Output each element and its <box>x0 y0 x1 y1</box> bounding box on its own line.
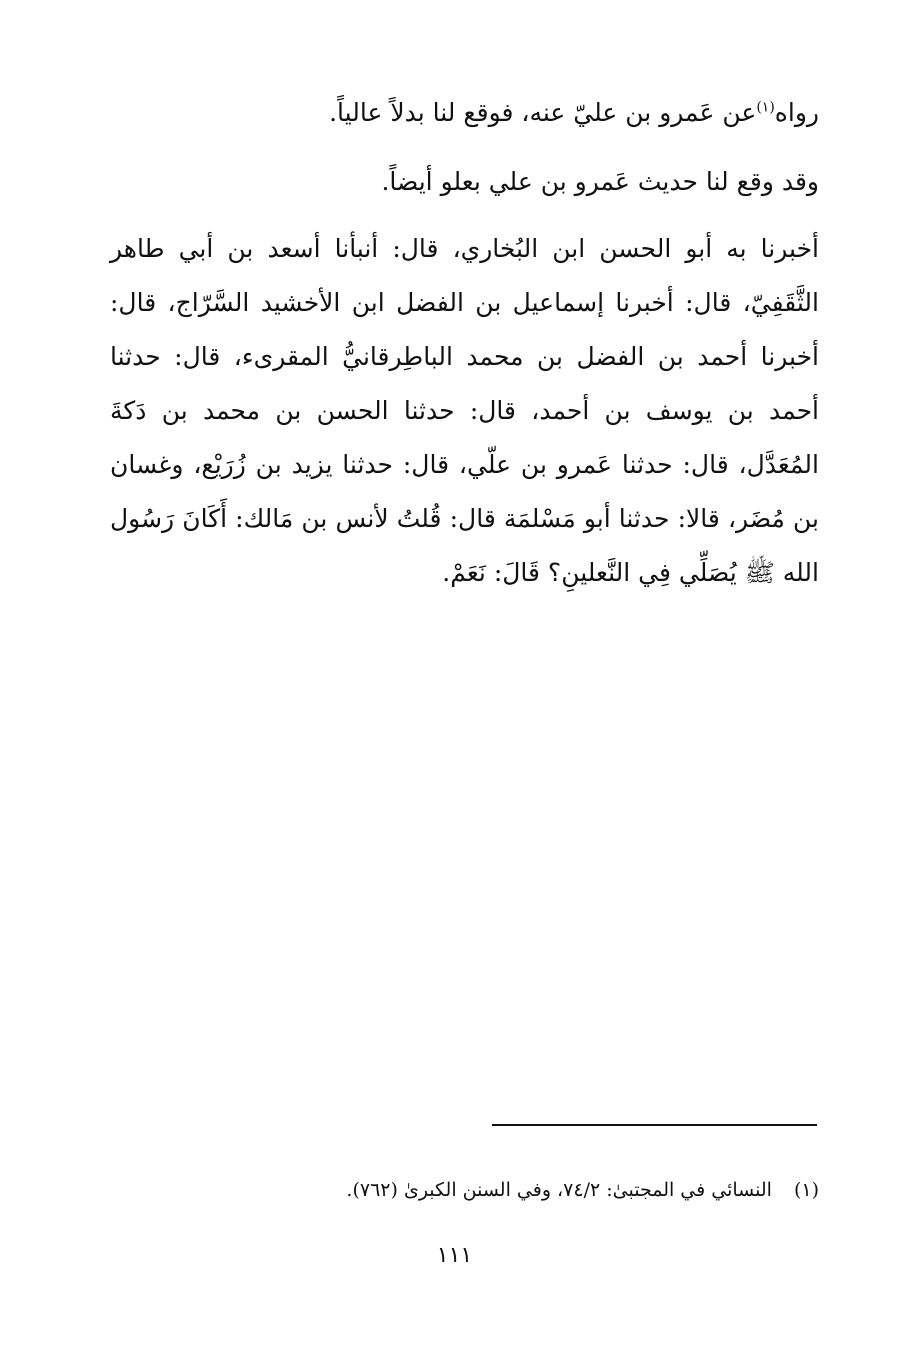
footnote <box>346 1175 819 1205</box>
footnote-reference: (١) <box>756 99 775 116</box>
intro-line-2: وقد وقع لنا حديث عَمرو بن علي بعلو أيضاً. <box>381 167 819 196</box>
footnote-separator <box>492 1124 817 1126</box>
footnote-marker: (١) <box>793 1179 819 1201</box>
intro-line-1-start: رواه <box>774 98 819 127</box>
footnote-text: النسائي في المجتبىٰ: ٧٤/٢، وفي السنن الكبرىٰ (٧٦٢). <box>346 1179 772 1201</box>
intro-line-1-rest: عن عَمرو بن عليّ عنه، فوقع لنا بدلاً عالياً. <box>329 98 757 127</box>
main-paragraph: أخبرنا به أبو الحسن ابن البُخاري، قال: أنبأنا أسعد بن أبي طاهر الثَّقَفِيّ، قال: أخبرنا إسماعيل بن الفضل ابن الأخشيد السَّرّاج، قال: أخبرنا أحمد بن الفضل بن محمد الباطِرقانيُّ المقرىء، قال: حدثنا أحمد بن يوسف بن أحمد، قال: حدثنا الحسن بن محمد بن دَكةَ المُعَدَّل، قال: حدثنا عَمرو بن علّي، قال: حدثنا يزيد بن زُرَيْع، وغسان بن مُضَر، قالا: حدثنا أبو مَسْلمَة قال: قُلتُ لأنس بن مَالك: أَكَانَ رَسُول الله ﷺ يُصَلِّي فِي النَّعلينِ؟ قَالَ: نَعَمْ. <box>110 234 820 587</box>
page-number: ١١١ <box>436 1243 473 1268</box>
intro-line-1 <box>110 86 819 140</box>
